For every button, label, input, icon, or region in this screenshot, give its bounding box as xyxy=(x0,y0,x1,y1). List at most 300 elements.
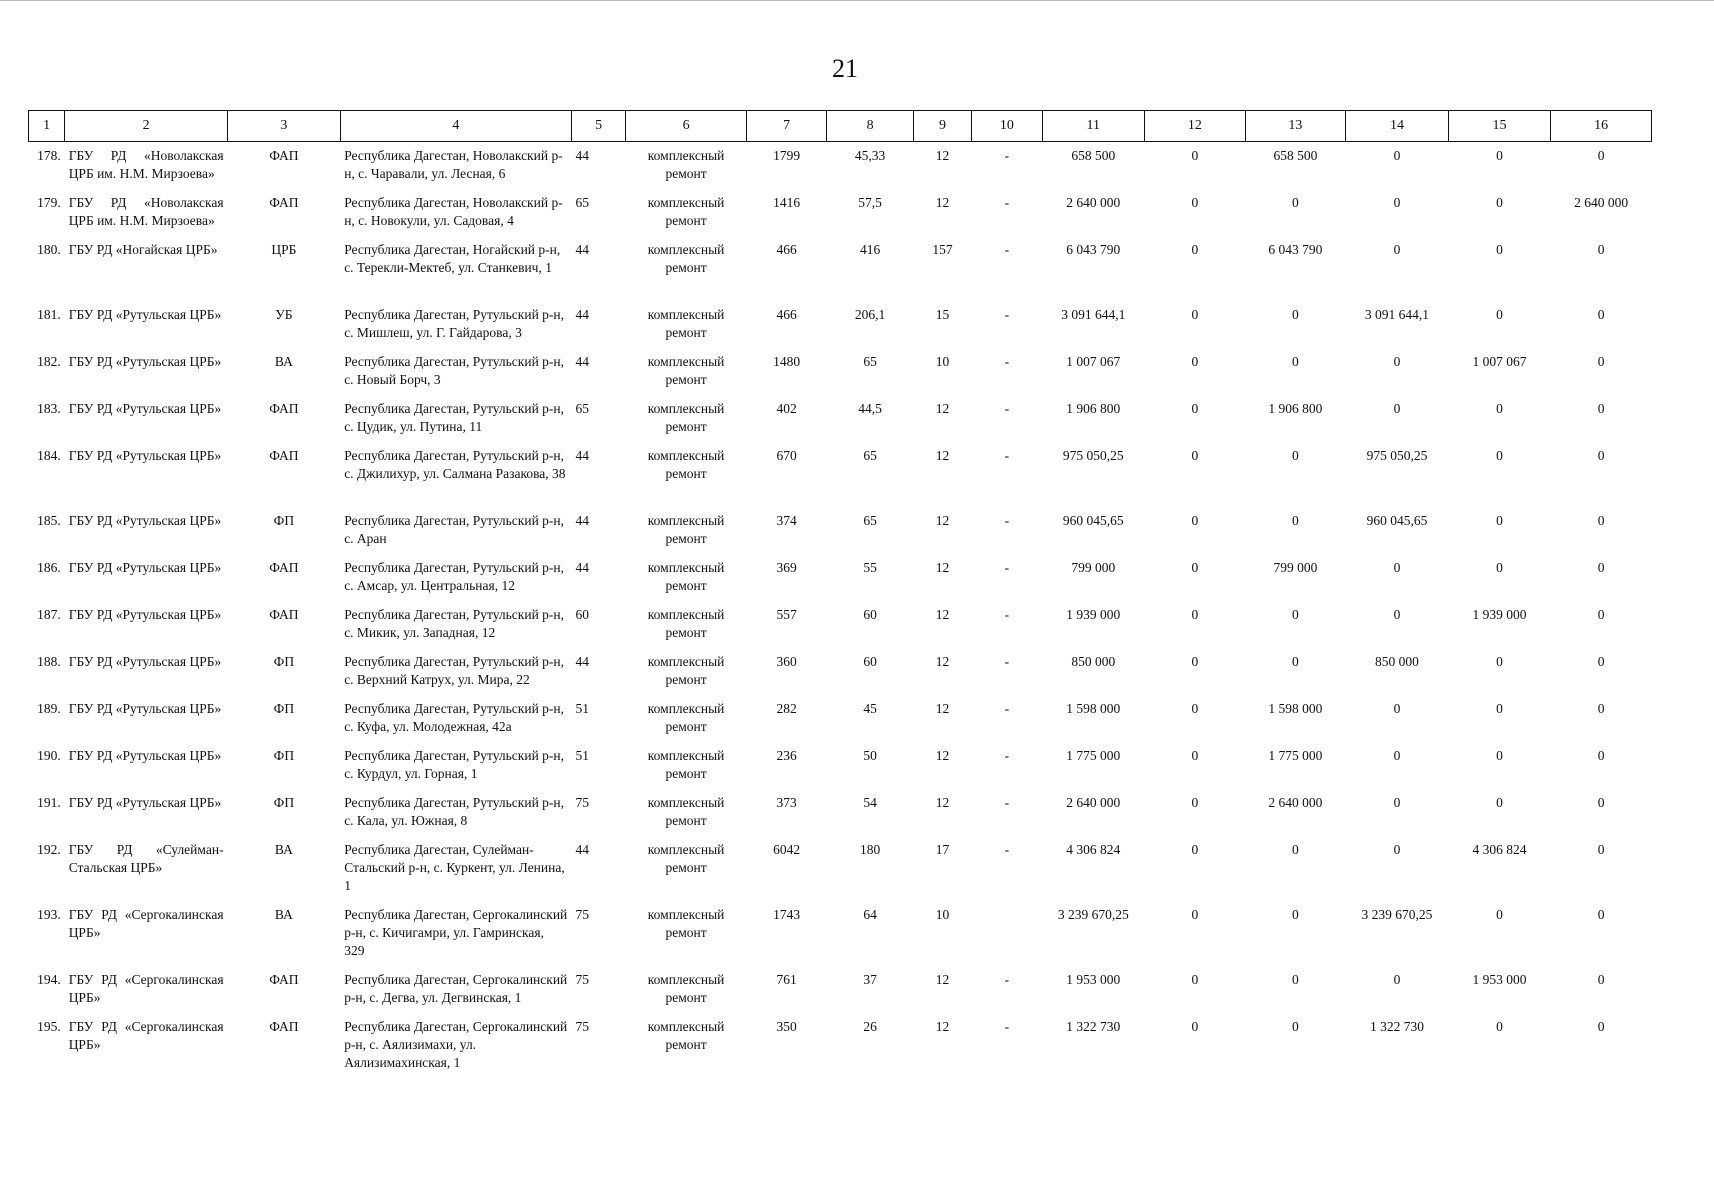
col5-cell: 65 xyxy=(575,401,589,416)
col14-cell: 0 xyxy=(1393,701,1401,716)
page-number: 21 xyxy=(832,54,858,83)
col7-cell: 402 xyxy=(776,401,797,416)
table-row xyxy=(29,966,1652,1013)
facility-type-cell: ВА xyxy=(274,842,293,857)
row-number: 181. xyxy=(37,307,61,322)
col14-cell: 3 239 670,25 xyxy=(1361,907,1433,922)
col9-cell: 12 xyxy=(935,748,950,763)
column-header: 12 xyxy=(1145,111,1246,142)
col7-cell: 1480 xyxy=(773,354,801,369)
col5-cell: 44 xyxy=(575,513,589,528)
col5-cell: 44 xyxy=(575,242,589,257)
col8-cell: 65 xyxy=(863,513,877,528)
work-type-cell: комплексный ремонт xyxy=(647,401,725,434)
work-type-cell: комплексный ремонт xyxy=(647,148,725,181)
total-amount-cell: 6 043 790 xyxy=(1066,242,1121,257)
total-amount-cell: 1 953 000 xyxy=(1066,972,1121,987)
address-cell: Республика Дагестан, Рутульский р-н, с. Кала, ул. Южная, 8 xyxy=(344,795,565,828)
row-number: 195. xyxy=(37,1019,61,1034)
total-amount-cell: 1 322 730 xyxy=(1066,1019,1121,1034)
address-cell: Республика Дагестан, Сергокалинский р-н, с. Дегва, ул. Дегвинская, 1 xyxy=(344,972,568,1005)
organization-cell: ГБУ РД «Рутульская ЦРБ» xyxy=(68,654,222,669)
address-cell: Республика Дагестан, Рутульский р-н, с. Курдул, ул. Горная, 1 xyxy=(344,748,565,781)
address-cell: Республика Дагестан, Рутульский р-н, с. Микик, ул. Западная, 12 xyxy=(344,607,565,640)
col12-cell: 0 xyxy=(1191,401,1199,416)
col15-cell: 0 xyxy=(1496,654,1503,669)
col7-cell: 360 xyxy=(776,654,797,669)
table-row xyxy=(29,554,1652,601)
facility-type-cell: ВА xyxy=(274,907,293,922)
col12-cell: 0 xyxy=(1191,1019,1199,1034)
col13-cell: 0 xyxy=(1292,654,1299,669)
header-row xyxy=(29,111,1652,142)
col13-cell: 0 xyxy=(1292,842,1299,857)
row-number: 189. xyxy=(37,701,61,716)
col15-cell: 0 xyxy=(1496,513,1503,528)
total-amount-cell: 1 939 000 xyxy=(1066,607,1121,622)
col7-cell: 1416 xyxy=(773,195,801,210)
total-amount-cell: 799 000 xyxy=(1071,560,1116,575)
col13-cell: 0 xyxy=(1292,354,1299,369)
row-number: 184. xyxy=(37,448,61,463)
col14-cell: 0 xyxy=(1393,354,1401,369)
total-amount-cell: 3 239 670,25 xyxy=(1057,907,1129,922)
col16-cell: 2 640 000 xyxy=(1574,195,1629,210)
col16-cell: 0 xyxy=(1597,748,1605,763)
row-number: 191. xyxy=(37,795,61,810)
row-number: 183. xyxy=(37,401,61,416)
col8-cell: 60 xyxy=(863,654,877,669)
col10-cell: - xyxy=(1004,242,1010,257)
col9-cell: 15 xyxy=(935,307,950,322)
col14-cell: 3 091 644,1 xyxy=(1364,307,1430,322)
col7-cell: 350 xyxy=(776,1019,797,1034)
organization-cell: ГБУ РД «Сергокалинская ЦРБ» xyxy=(68,1019,224,1052)
total-amount-cell: 2 640 000 xyxy=(1066,195,1121,210)
col5-cell: 44 xyxy=(575,448,589,463)
facility-type-cell: ФП xyxy=(273,513,295,528)
col12-cell: 0 xyxy=(1191,748,1199,763)
total-amount-cell: 3 091 644,1 xyxy=(1061,307,1126,322)
column-header: 4 xyxy=(340,111,571,142)
col16-cell: 0 xyxy=(1597,654,1605,669)
address-cell: Республика Дагестан, Сулейман-Стальский р-н, с. Куркент, ул. Ленина, 1 xyxy=(344,842,565,893)
col12-cell: 0 xyxy=(1191,654,1199,669)
col9-cell: 10 xyxy=(935,354,950,369)
scan-edge-line xyxy=(0,0,1714,1)
column-header: 9 xyxy=(913,111,971,142)
row-number: 185. xyxy=(37,513,61,528)
organization-cell: ГБУ РД «Рутульская ЦРБ» xyxy=(68,448,222,463)
col9-cell: 12 xyxy=(935,195,950,210)
col12-cell: 0 xyxy=(1191,607,1199,622)
col10-cell: - xyxy=(1004,401,1010,416)
table-row xyxy=(29,142,1652,190)
address-cell: Республика Дагестан, Рутульский р-н, с. Куфа, ул. Молодежная, 42а xyxy=(344,701,565,734)
col14-cell: 850 000 xyxy=(1375,654,1419,669)
col7-cell: 282 xyxy=(776,701,797,716)
total-amount-cell: 4 306 824 xyxy=(1066,842,1121,857)
document-table xyxy=(28,110,1652,1078)
col14-cell: 0 xyxy=(1393,401,1401,416)
col13-cell: 799 000 xyxy=(1273,560,1318,575)
col15-cell: 0 xyxy=(1496,1019,1503,1034)
facility-type-cell: ФАП xyxy=(269,972,299,987)
col13-cell: 1 775 000 xyxy=(1268,748,1323,763)
col8-cell: 45,33 xyxy=(854,148,886,163)
total-amount-cell: 1 775 000 xyxy=(1066,748,1121,763)
organization-cell: ГБУ РД «Сергокалинская ЦРБ» xyxy=(68,972,224,1005)
col15-cell: 0 xyxy=(1496,401,1503,416)
col5-cell: 75 xyxy=(575,1019,589,1034)
organization-cell: ГБУ РД «Сулейман-Стальская ЦРБ» xyxy=(68,842,224,875)
col13-cell: 0 xyxy=(1292,907,1299,922)
col12-cell: 0 xyxy=(1191,242,1199,257)
work-type-cell: комплексный ремонт xyxy=(647,607,725,640)
col10-cell: - xyxy=(1004,654,1010,669)
address-cell: Республика Дагестан, Сергокалинский р-н, с. Аялизимахи, ул. Аялизимахинская, 1 xyxy=(344,1019,568,1070)
col12-cell: 0 xyxy=(1191,148,1199,163)
col5-cell: 44 xyxy=(575,842,589,857)
facility-type-cell: ФП xyxy=(273,795,295,810)
facility-type-cell: УБ xyxy=(275,307,293,322)
facility-type-cell: ФП xyxy=(273,654,295,669)
col13-cell: 1 906 800 xyxy=(1268,401,1323,416)
table-row xyxy=(29,301,1652,348)
col5-cell: 44 xyxy=(575,354,589,369)
col8-cell: 60 xyxy=(863,607,877,622)
col9-cell: 12 xyxy=(935,560,950,575)
facility-type-cell: ФАП xyxy=(269,560,299,575)
work-type-cell: комплексный ремонт xyxy=(647,195,725,228)
col7-cell: 466 xyxy=(776,307,797,322)
col13-cell: 0 xyxy=(1292,1019,1299,1034)
col12-cell: 0 xyxy=(1191,354,1199,369)
total-amount-cell: 975 050,25 xyxy=(1062,448,1124,463)
col8-cell: 45 xyxy=(863,701,877,716)
organization-cell: ГБУ РД «Рутульская ЦРБ» xyxy=(68,307,222,322)
table-row xyxy=(29,742,1652,789)
col10-cell: - xyxy=(1004,560,1010,575)
col5-cell: 51 xyxy=(575,748,589,763)
col13-cell: 1 598 000 xyxy=(1268,701,1323,716)
col5-cell: 60 xyxy=(575,607,589,622)
address-cell: Республика Дагестан, Рутульский р-н, с. Мишлеш, ул. Г. Гайдарова, 3 xyxy=(344,307,565,340)
col14-cell: 960 045,65 xyxy=(1366,513,1428,528)
col5-cell: 75 xyxy=(575,907,589,922)
table-row xyxy=(29,348,1652,395)
col12-cell: 0 xyxy=(1191,307,1199,322)
organization-cell: ГБУ РД «Рутульская ЦРБ» xyxy=(68,795,222,810)
work-type-cell: комплексный ремонт xyxy=(647,307,725,340)
col10-cell: - xyxy=(1004,513,1010,528)
col10-cell: - xyxy=(1004,148,1010,163)
row-number: 193. xyxy=(37,907,61,922)
col15-cell: 1 953 000 xyxy=(1472,972,1527,987)
facility-type-cell: ФАП xyxy=(269,607,299,622)
col16-cell: 0 xyxy=(1597,513,1605,528)
col12-cell: 0 xyxy=(1191,972,1199,987)
col15-cell: 1 007 067 xyxy=(1472,354,1527,369)
col15-cell: 0 xyxy=(1496,448,1503,463)
address-cell: Республика Дагестан, Рутульский р-н, с. Аран xyxy=(344,513,565,546)
col10-cell: - xyxy=(1004,448,1010,463)
col13-cell: 0 xyxy=(1292,307,1299,322)
col5-cell: 44 xyxy=(575,654,589,669)
col16-cell: 0 xyxy=(1597,907,1605,922)
col13-cell: 6 043 790 xyxy=(1268,242,1323,257)
col10-cell: - xyxy=(1004,748,1010,763)
table-row xyxy=(29,507,1652,554)
col14-cell: 0 xyxy=(1393,748,1401,763)
col9-cell: 157 xyxy=(932,242,953,257)
col10-cell: - xyxy=(1004,701,1010,716)
col16-cell: 0 xyxy=(1597,148,1605,163)
col10-cell: - xyxy=(1004,842,1010,857)
column-header: 14 xyxy=(1346,111,1449,142)
col12-cell: 0 xyxy=(1191,701,1199,716)
total-amount-cell: 1 906 800 xyxy=(1066,401,1121,416)
col12-cell: 0 xyxy=(1191,513,1199,528)
col16-cell: 0 xyxy=(1597,448,1605,463)
organization-cell: ГБУ РД «Ногайская ЦРБ» xyxy=(68,242,218,257)
col14-cell: 0 xyxy=(1393,972,1401,987)
col9-cell: 12 xyxy=(935,448,950,463)
facility-type-cell: ЦРБ xyxy=(271,242,297,257)
work-type-cell: комплексный ремонт xyxy=(647,513,725,546)
col15-cell: 0 xyxy=(1496,560,1503,575)
total-amount-cell: 658 500 xyxy=(1071,148,1116,163)
col8-cell: 206,1 xyxy=(854,307,886,322)
col10-cell: - xyxy=(1004,195,1010,210)
col16-cell: 0 xyxy=(1597,307,1605,322)
col10-cell: - xyxy=(1004,354,1010,369)
col16-cell: 0 xyxy=(1597,560,1605,575)
col14-cell: 0 xyxy=(1393,607,1401,622)
col8-cell: 64 xyxy=(863,907,877,922)
col14-cell: 0 xyxy=(1393,242,1401,257)
work-type-cell: комплексный ремонт xyxy=(647,354,725,387)
work-type-cell: комплексный ремонт xyxy=(647,972,725,1005)
row-number: 186. xyxy=(37,560,61,575)
work-type-cell: комплексный ремонт xyxy=(647,560,725,593)
col5-cell: 44 xyxy=(575,307,589,322)
col14-cell: 0 xyxy=(1393,148,1401,163)
address-cell: Республика Дагестан, Рутульский р-н, с. Новый Борч, 3 xyxy=(344,354,565,387)
address-cell: Республика Дагестан, Сергокалинский р-н, с. Кичигамри, ул. Гамринская, 329 xyxy=(344,907,568,958)
col13-cell: 0 xyxy=(1292,972,1299,987)
table-row xyxy=(29,189,1652,236)
col10-cell: - xyxy=(1004,1019,1010,1034)
organization-cell: ГБУ РД «Новолакская ЦРБ им. Н.М. Мирзоева» xyxy=(68,195,224,228)
col7-cell: 6042 xyxy=(773,842,801,857)
col15-cell: 0 xyxy=(1496,907,1503,922)
table-row xyxy=(29,601,1652,648)
col7-cell: 1799 xyxy=(773,148,801,163)
table-row xyxy=(29,442,1652,507)
address-cell: Республика Дагестан, Рутульский р-н, с. Амсар, ул. Центральная, 12 xyxy=(344,560,565,593)
col9-cell: 12 xyxy=(935,513,950,528)
col16-cell: 0 xyxy=(1597,354,1605,369)
work-type-cell: комплексный ремонт xyxy=(647,907,725,940)
row-number: 190. xyxy=(37,748,61,763)
col16-cell: 0 xyxy=(1597,242,1605,257)
work-type-cell: комплексный ремонт xyxy=(647,448,725,481)
col14-cell: 975 050,25 xyxy=(1366,448,1428,463)
organization-cell: ГБУ РД «Рутульская ЦРБ» xyxy=(68,748,222,763)
table-row xyxy=(29,836,1652,901)
organization-cell: ГБУ РД «Новолакская ЦРБ им. Н.М. Мирзоева» xyxy=(68,148,224,181)
col16-cell: 0 xyxy=(1597,842,1605,857)
column-header: 11 xyxy=(1042,111,1145,142)
col12-cell: 0 xyxy=(1191,842,1199,857)
col7-cell: 369 xyxy=(776,560,797,575)
col7-cell: 374 xyxy=(776,513,797,528)
col14-cell: 0 xyxy=(1393,842,1401,857)
col15-cell: 0 xyxy=(1496,195,1503,210)
col13-cell: 2 640 000 xyxy=(1268,795,1323,810)
col9-cell: 12 xyxy=(935,972,950,987)
table-body xyxy=(29,142,1652,1079)
table-row xyxy=(29,901,1652,966)
col10-cell: - xyxy=(1004,607,1010,622)
col16-cell: 0 xyxy=(1597,1019,1605,1034)
facility-type-cell: ФАП xyxy=(269,401,299,416)
col7-cell: 466 xyxy=(776,242,797,257)
column-header: 10 xyxy=(972,111,1042,142)
row-number: 178. xyxy=(37,148,61,163)
col8-cell: 55 xyxy=(863,560,877,575)
row-number: 182. xyxy=(37,354,61,369)
col10-cell: - xyxy=(1004,972,1010,987)
work-type-cell: комплексный ремонт xyxy=(647,795,725,828)
total-amount-cell: 2 640 000 xyxy=(1066,795,1121,810)
col14-cell: 0 xyxy=(1393,195,1401,210)
col16-cell: 0 xyxy=(1597,401,1605,416)
work-type-cell: комплексный ремонт xyxy=(647,748,725,781)
col13-cell: 0 xyxy=(1292,448,1299,463)
facility-type-cell: ФАП xyxy=(269,448,299,463)
address-cell: Республика Дагестан, Рутульский р-н, с. Верхний Катрух, ул. Мира, 22 xyxy=(344,654,565,687)
row-number: 179. xyxy=(37,195,61,210)
col7-cell: 761 xyxy=(776,972,797,987)
col7-cell: 373 xyxy=(776,795,797,810)
column-header: 3 xyxy=(228,111,341,142)
column-header: 8 xyxy=(827,111,913,142)
col15-cell: 0 xyxy=(1496,148,1503,163)
organization-cell: ГБУ РД «Рутульская ЦРБ» xyxy=(68,401,222,416)
col7-cell: 557 xyxy=(776,607,797,622)
col8-cell: 57,5 xyxy=(858,195,882,210)
col15-cell: 0 xyxy=(1496,701,1503,716)
col8-cell: 54 xyxy=(863,795,877,810)
organization-cell: ГБУ РД «Рутульская ЦРБ» xyxy=(68,701,222,716)
facility-type-cell: ФАП xyxy=(269,195,299,210)
work-type-cell: комплексный ремонт xyxy=(647,842,725,875)
facility-type-cell: ФП xyxy=(273,701,295,716)
col14-cell: 0 xyxy=(1393,560,1401,575)
col12-cell: 0 xyxy=(1191,195,1199,210)
total-amount-cell: 850 000 xyxy=(1071,654,1116,669)
col15-cell: 0 xyxy=(1496,307,1503,322)
col13-cell: 658 500 xyxy=(1273,148,1318,163)
organization-cell: ГБУ РД «Рутульская ЦРБ» xyxy=(68,354,222,369)
col12-cell: 0 xyxy=(1191,448,1199,463)
column-header: 13 xyxy=(1245,111,1346,142)
col9-cell: 10 xyxy=(935,907,950,922)
table-row xyxy=(29,648,1652,695)
col5-cell: 65 xyxy=(575,195,589,210)
col5-cell: 75 xyxy=(575,972,589,987)
col9-cell: 12 xyxy=(935,654,950,669)
col7-cell: 1743 xyxy=(773,907,801,922)
work-type-cell: комплексный ремонт xyxy=(647,701,725,734)
col8-cell: 44,5 xyxy=(858,401,882,416)
col9-cell: 12 xyxy=(935,701,950,716)
col12-cell: 0 xyxy=(1191,795,1199,810)
col13-cell: 0 xyxy=(1292,513,1299,528)
col5-cell: 44 xyxy=(575,148,589,163)
total-amount-cell: 1 007 067 xyxy=(1066,354,1121,369)
col16-cell: 0 xyxy=(1597,607,1605,622)
col13-cell: 0 xyxy=(1292,195,1299,210)
row-number: 188. xyxy=(37,654,61,669)
col5-cell: 44 xyxy=(575,560,589,575)
facility-type-cell: ВА xyxy=(274,354,293,369)
col15-cell: 1 939 000 xyxy=(1472,607,1527,622)
col5-cell: 51 xyxy=(575,701,589,716)
table-row xyxy=(29,695,1652,742)
work-type-cell: комплексный ремонт xyxy=(647,1019,725,1052)
organization-cell: ГБУ РД «Сергокалинская ЦРБ» xyxy=(68,907,224,940)
col8-cell: 416 xyxy=(859,242,881,257)
column-header: 15 xyxy=(1448,111,1551,142)
col16-cell: 0 xyxy=(1597,795,1605,810)
col7-cell: 236 xyxy=(776,748,797,763)
col13-cell: 0 xyxy=(1292,607,1299,622)
column-header: 5 xyxy=(571,111,625,142)
col9-cell: 12 xyxy=(935,1019,950,1034)
facility-type-cell: ФП xyxy=(273,748,295,763)
organization-cell: ГБУ РД «Рутульская ЦРБ» xyxy=(68,607,222,622)
table-row xyxy=(29,236,1652,301)
address-cell: Республика Дагестан, Новолакский р-н, с. Новокули, ул. Садовая, 4 xyxy=(344,195,563,228)
col7-cell: 670 xyxy=(776,448,797,463)
organization-cell: ГБУ РД «Рутульская ЦРБ» xyxy=(68,513,222,528)
col5-cell: 75 xyxy=(575,795,589,810)
col15-cell: 0 xyxy=(1496,748,1503,763)
total-amount-cell: 1 598 000 xyxy=(1066,701,1121,716)
col16-cell: 0 xyxy=(1597,972,1605,987)
col8-cell: 50 xyxy=(863,748,877,763)
column-header: 16 xyxy=(1551,111,1652,142)
col10-cell: - xyxy=(1004,795,1010,810)
col8-cell: 180 xyxy=(859,842,881,857)
col8-cell: 26 xyxy=(863,1019,877,1034)
row-number: 194. xyxy=(37,972,61,987)
col16-cell: 0 xyxy=(1597,701,1605,716)
col9-cell: 12 xyxy=(935,795,950,810)
total-amount-cell: 960 045,65 xyxy=(1062,513,1124,528)
table-row xyxy=(29,789,1652,836)
col12-cell: 0 xyxy=(1191,560,1199,575)
row-number: 187. xyxy=(37,607,61,622)
organization-cell: ГБУ РД «Рутульская ЦРБ» xyxy=(68,560,222,575)
work-type-cell: комплексный ремонт xyxy=(647,654,725,687)
col10-cell xyxy=(972,901,1042,966)
column-header: 7 xyxy=(746,111,826,142)
col15-cell: 4 306 824 xyxy=(1472,842,1527,857)
